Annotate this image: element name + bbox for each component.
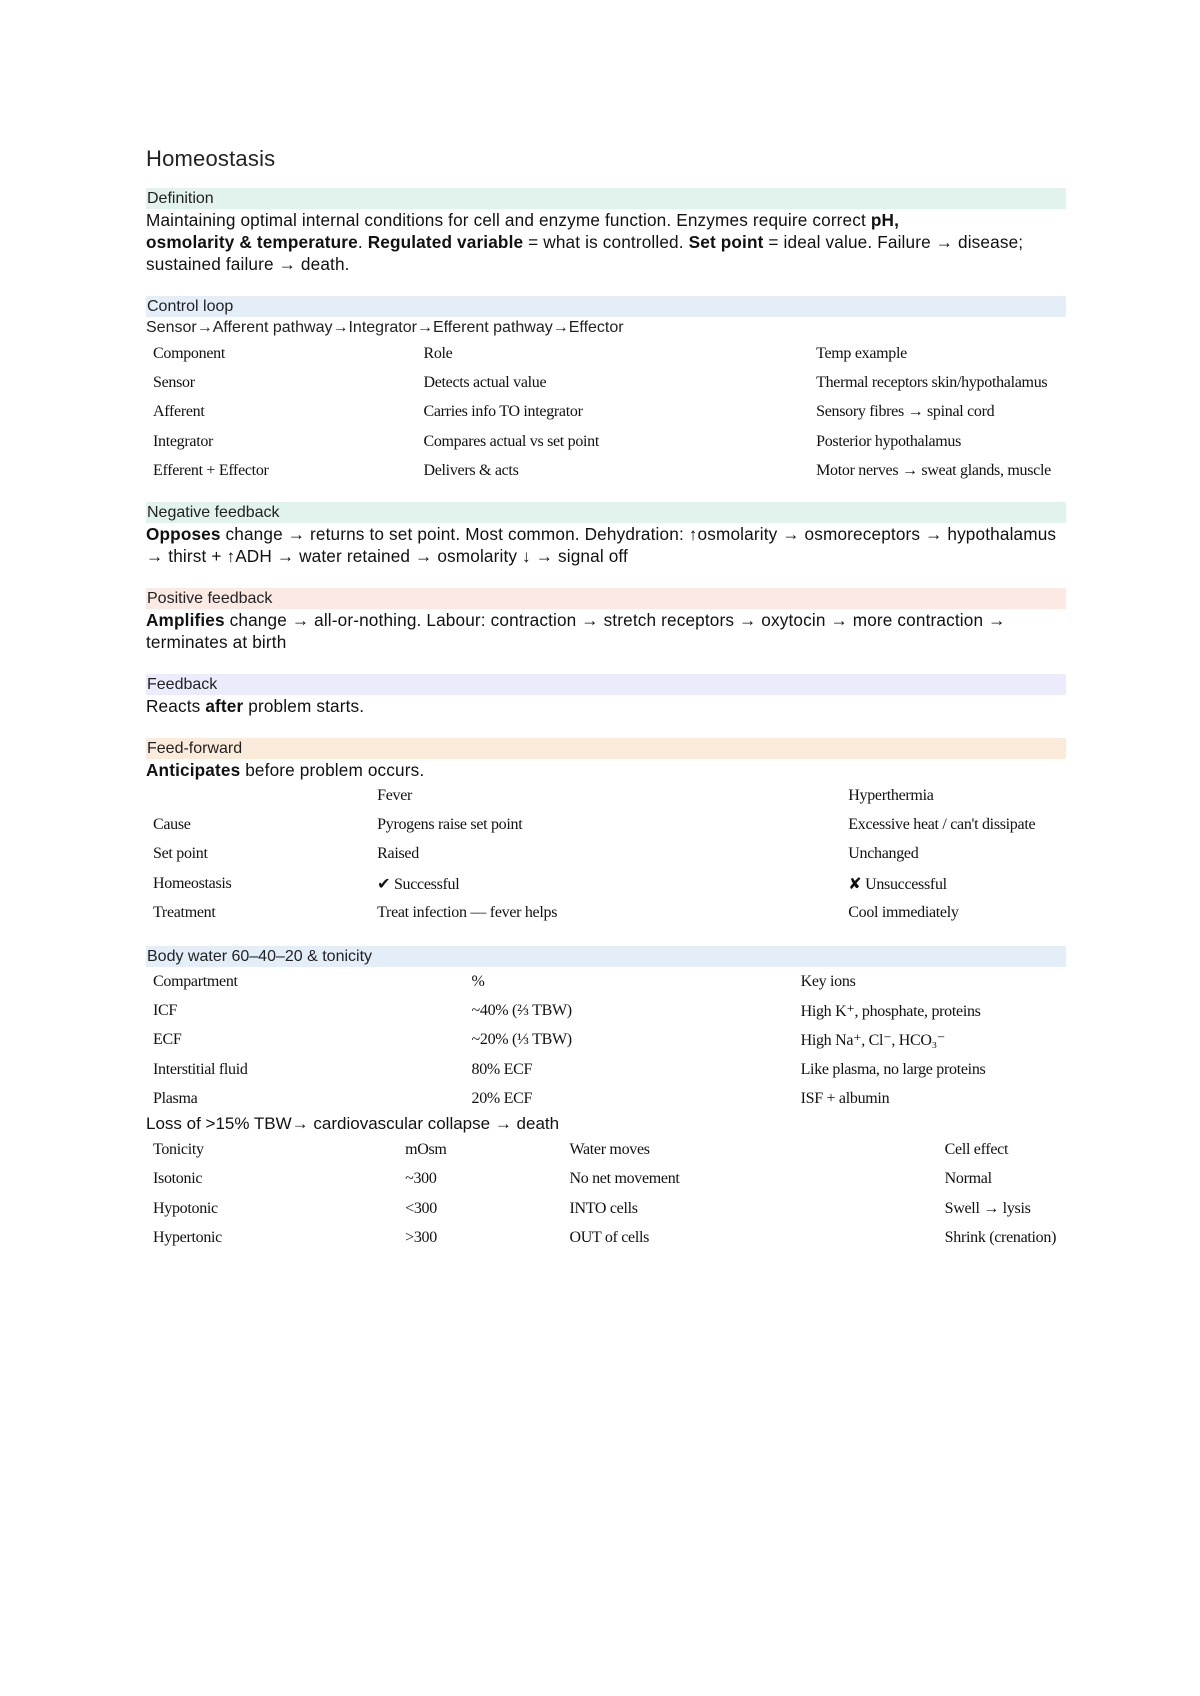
header-cell: Role bbox=[423, 344, 453, 362]
table-cell: Delivers & acts bbox=[423, 461, 519, 479]
table-cell: Sensor bbox=[153, 373, 195, 391]
definition-heading: Definition bbox=[146, 188, 1066, 209]
positive-feedback-heading: Positive feedback bbox=[146, 588, 1066, 609]
table-cell: High K⁺, phosphate, proteins bbox=[800, 1002, 981, 1020]
header-cell: Water moves bbox=[569, 1141, 650, 1159]
body-water-section bbox=[146, 946, 1066, 1253]
table-row bbox=[146, 996, 1066, 1025]
table-row bbox=[146, 427, 1066, 456]
feedback-heading: Feedback bbox=[146, 674, 1066, 695]
feed-forward-heading: Feed-forward bbox=[146, 738, 1066, 759]
table-row bbox=[146, 1055, 1066, 1084]
table-cell: Cool immediately bbox=[848, 903, 959, 921]
table-row bbox=[146, 456, 1066, 485]
table-cell: >300 bbox=[405, 1229, 437, 1247]
control-loop-section bbox=[146, 296, 1066, 485]
header-cell: mOsm bbox=[405, 1141, 447, 1159]
table-cell: Cause bbox=[153, 815, 191, 833]
table-cell: Raised bbox=[377, 845, 419, 863]
table-cell: Excessive heat / can't dissipate bbox=[848, 815, 1036, 833]
table-cell: Afferent bbox=[153, 403, 205, 421]
table-header-row bbox=[146, 1135, 1066, 1164]
table-cell: Thermal receptors skin/hypothalamus bbox=[816, 373, 1048, 391]
table-row bbox=[146, 368, 1066, 397]
table-header-row bbox=[146, 339, 1066, 368]
table-row bbox=[146, 869, 1066, 898]
header-cell: Component bbox=[153, 344, 225, 362]
table-cell: ICF bbox=[153, 1001, 177, 1019]
table-cell: Sensory fibres → spinal cord bbox=[816, 403, 995, 421]
table-cell: Carries info TO integrator bbox=[423, 403, 583, 421]
header-cell: Temp example bbox=[816, 344, 907, 362]
table-cell: Shrink (crenation) bbox=[944, 1229, 1057, 1247]
table-row bbox=[146, 1194, 1066, 1223]
table-cell: Efferent + Effector bbox=[153, 461, 269, 479]
table-cell: Set point bbox=[153, 845, 208, 863]
table-cell: ~40% (⅔ TBW) bbox=[471, 1001, 572, 1019]
feedback-section bbox=[146, 674, 1066, 717]
header-cell: Cell effect bbox=[944, 1141, 1009, 1159]
table-cell: Homeostasis bbox=[153, 874, 232, 892]
table-cell: Like plasma, no large proteins bbox=[800, 1060, 986, 1078]
fever-hyperthermia-table bbox=[146, 781, 1066, 927]
table-cell: Motor nerves → sweat glands, muscle bbox=[816, 461, 1051, 479]
feed-forward-section bbox=[146, 738, 1066, 927]
header-cell: % bbox=[471, 972, 485, 990]
control-loop-heading: Control loop bbox=[146, 296, 1066, 317]
body-water-heading: Body water 60–40–20 & tonicity bbox=[146, 946, 1066, 967]
table-cell: Interstitial fluid bbox=[153, 1060, 248, 1078]
table-header-row bbox=[146, 781, 1066, 810]
table-cell: Hypotonic bbox=[153, 1199, 218, 1217]
positive-feedback-text: Amplifies change → all-or-nothing. Labour: contraction → stretch receptors → oxytocin → more contraction → terminates at birth bbox=[146, 610, 1006, 652]
definition-text: Maintaining optimal internal conditions for cell and enzyme function. Enzymes require correct pH, osmolarity & temperature. Regulated variable = what is controlled. Set point = ideal value. Failure → disease; sustained failure → death. bbox=[146, 210, 1024, 274]
page-title: Homeostasis bbox=[146, 146, 276, 171]
control-loop-table bbox=[146, 339, 1066, 485]
table-row bbox=[146, 898, 1066, 927]
table-row bbox=[146, 398, 1066, 427]
table-cell: Posterior hypothalamus bbox=[816, 432, 962, 450]
body-water-table bbox=[146, 967, 1066, 1113]
table-cell: No net movement bbox=[569, 1170, 680, 1188]
definition-section bbox=[146, 188, 1066, 275]
table-cell: Pyrogens raise set point bbox=[377, 815, 523, 833]
table-cell: ✔ Successful bbox=[377, 875, 460, 893]
table-cell: Compares actual vs set point bbox=[423, 432, 600, 450]
table-cell: Isotonic bbox=[153, 1170, 203, 1188]
header-cell: Key ions bbox=[800, 972, 856, 990]
table-cell: ~300 bbox=[405, 1170, 437, 1188]
table-row bbox=[146, 1165, 1066, 1194]
feed-forward-text: Anticipates before problem occurs. bbox=[146, 760, 425, 780]
table-cell: Detects actual value bbox=[423, 373, 547, 391]
table-cell: Treatment bbox=[153, 903, 216, 921]
table-cell: ✘ Unsuccessful bbox=[848, 875, 947, 893]
table-cell: Treat infection — fever helps bbox=[377, 903, 558, 921]
table-cell: Unchanged bbox=[848, 845, 919, 863]
tonicity-table bbox=[146, 1135, 1066, 1252]
table-cell: Plasma bbox=[153, 1089, 198, 1107]
table-cell: ECF bbox=[153, 1031, 182, 1049]
table-cell: High Na⁺, Cl⁻, HCO₃⁻ bbox=[800, 1032, 946, 1050]
table-cell: INTO cells bbox=[569, 1199, 638, 1217]
table-cell: <300 bbox=[405, 1199, 437, 1217]
table-row bbox=[146, 810, 1066, 839]
negative-feedback-section bbox=[146, 502, 1066, 567]
table-cell: 80% ECF bbox=[471, 1060, 533, 1078]
table-cell: 20% ECF bbox=[471, 1089, 533, 1107]
table-cell: ~20% (⅓ TBW) bbox=[471, 1031, 572, 1049]
table-header-row bbox=[146, 967, 1066, 996]
header-cell: Fever bbox=[377, 786, 413, 804]
table-row bbox=[146, 1026, 1066, 1055]
table-cell: Normal bbox=[944, 1170, 992, 1188]
header-cell: Tonicity bbox=[153, 1141, 204, 1159]
tbw-loss-note: Loss of >15% TBW→ cardiovascular collapse → death bbox=[146, 1114, 560, 1134]
table-row bbox=[146, 1084, 1066, 1113]
header-cell: Hyperthermia bbox=[848, 786, 934, 804]
table-cell: Swell → lysis bbox=[944, 1199, 1031, 1217]
table-cell: ISF + albumin bbox=[800, 1089, 890, 1107]
table-cell: Integrator bbox=[153, 432, 214, 450]
negative-feedback-heading: Negative feedback bbox=[146, 502, 1066, 523]
feedback-text: Reacts after problem starts. bbox=[146, 696, 365, 716]
header-cell bbox=[146, 781, 370, 810]
table-cell: OUT of cells bbox=[569, 1229, 650, 1247]
header-cell: Compartment bbox=[153, 972, 238, 990]
control-loop-flow: Sensor→Afferent pathway→Integrator→Efferent pathway→Effector bbox=[146, 319, 624, 336]
table-cell: Hypertonic bbox=[153, 1229, 222, 1247]
positive-feedback-section bbox=[146, 588, 1066, 653]
negative-feedback-text: Opposes change → returns to set point. Most common. Dehydration: ↑osmolarity → osmoreceptors → hypothalamus → thirst + ↑ADH → water retained → osmolarity ↓ → signal off bbox=[146, 524, 1057, 566]
table-row bbox=[146, 1223, 1066, 1252]
table-row bbox=[146, 840, 1066, 869]
